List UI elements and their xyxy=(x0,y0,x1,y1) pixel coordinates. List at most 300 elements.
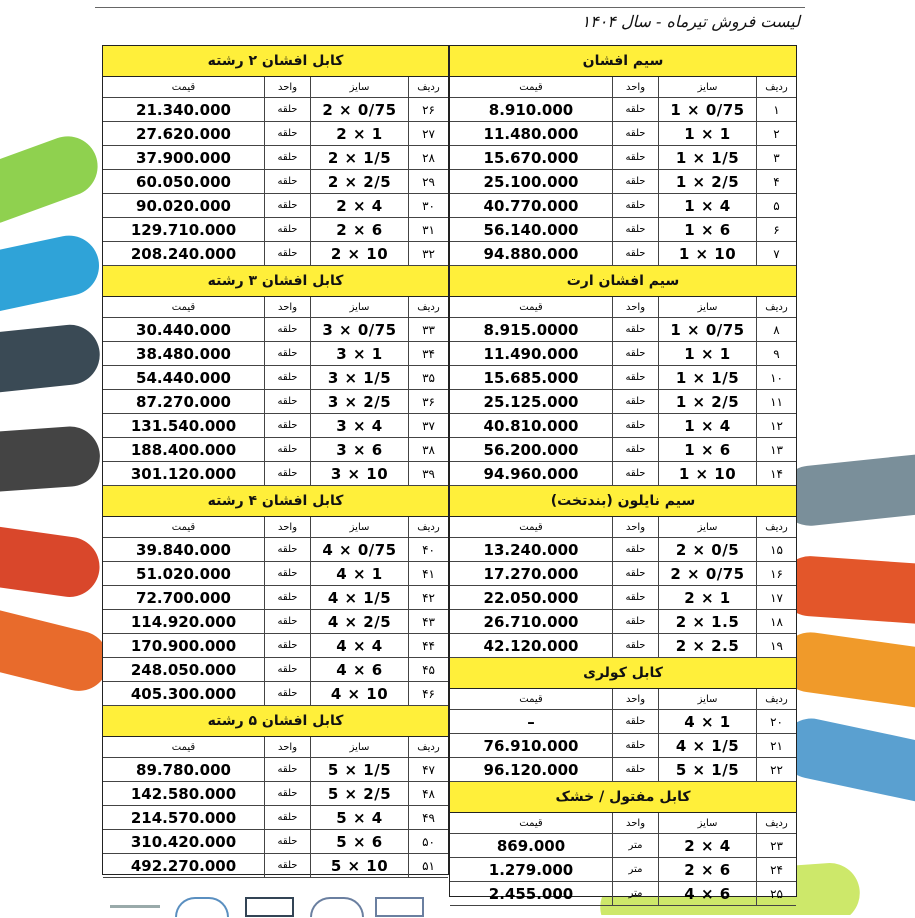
table-row xyxy=(450,170,796,194)
table-row xyxy=(450,758,796,782)
cell-price: 94.960.000 xyxy=(483,464,579,483)
table-row xyxy=(450,462,796,486)
header-unit: واحد xyxy=(264,517,310,537)
cell-size: 5 × 6 xyxy=(310,830,408,853)
cell-unit: حلقه xyxy=(264,390,310,413)
cell-unit: حلقه xyxy=(612,218,658,241)
header-size: سایز xyxy=(310,517,408,537)
column-header-row xyxy=(450,689,796,710)
table-row xyxy=(450,194,796,218)
table-row xyxy=(103,586,448,610)
cell-price: 188.400.000 xyxy=(130,440,237,459)
cell-idx: ۴۷ xyxy=(408,758,448,781)
cell-idx: ۱۷ xyxy=(756,586,796,609)
cell-price: 30.440.000 xyxy=(136,320,231,339)
cell-idx: ۴۲ xyxy=(408,586,448,609)
cell-idx: ۴۶ xyxy=(408,682,448,705)
cell-size: 4 × 10 xyxy=(310,682,408,705)
cell-unit: حلقه xyxy=(612,366,658,389)
cell-size: 4 × 6 xyxy=(310,658,408,681)
cell-size: 2 × 0/75 xyxy=(310,98,408,121)
cell-price: 38.480.000 xyxy=(136,344,231,363)
section-left-2 xyxy=(103,486,448,706)
cell-size: 4 × 1 xyxy=(658,710,756,733)
cell-unit: حلقه xyxy=(612,170,658,193)
cell-size: 1 × 2/5 xyxy=(658,170,756,193)
cell-idx: ۴۵ xyxy=(408,658,448,681)
cell-unit: حلقه xyxy=(264,610,310,633)
header-price: قیمت xyxy=(171,81,196,93)
section-title: کابل افشان ۲ رشته xyxy=(103,46,448,77)
cell-price: 27.620.000 xyxy=(136,124,231,143)
table-row xyxy=(103,342,448,366)
table-row xyxy=(103,122,448,146)
cell-price: 11.480.000 xyxy=(483,124,579,143)
cell-price: 869.000 xyxy=(496,836,566,855)
table-row xyxy=(450,366,796,390)
table-row xyxy=(450,342,796,366)
cell-unit: حلقه xyxy=(612,194,658,217)
cell-unit: حلقه xyxy=(612,122,658,145)
cell-unit: حلقه xyxy=(612,634,658,657)
cell-unit: حلقه xyxy=(264,342,310,365)
section-right-4 xyxy=(450,782,796,906)
cell-size: 4 × 0/75 xyxy=(310,538,408,561)
header-index: ردیف xyxy=(408,297,448,317)
cell-size: 3 × 4 xyxy=(310,414,408,437)
cell-unit: حلقه xyxy=(264,658,310,681)
table-row xyxy=(450,242,796,266)
table-row xyxy=(450,562,796,586)
cell-size: 3 × 10 xyxy=(310,462,408,485)
cell-price: 208.240.000 xyxy=(130,244,237,263)
cell-idx: ۲۹ xyxy=(408,170,448,193)
table-row xyxy=(450,318,796,342)
cell-price: 37.900.000 xyxy=(136,148,231,167)
cell-idx: ۱۸ xyxy=(756,610,796,633)
header-index: ردیف xyxy=(756,689,796,709)
header-price: قیمت xyxy=(519,817,543,829)
cell-idx: ۲۶ xyxy=(408,98,448,121)
header-index: ردیف xyxy=(756,813,796,833)
cell-idx: ۱۲ xyxy=(756,414,796,437)
header-price: قیمت xyxy=(519,81,543,93)
cell-size: 4 × 4 xyxy=(310,634,408,657)
cell-unit: حلقه xyxy=(264,830,310,853)
cell-price: 301.120.000 xyxy=(130,464,237,483)
cell-idx: ۴ xyxy=(756,170,796,193)
cell-size: 1 × 10 xyxy=(658,462,756,485)
cell-size: 4 × 6 xyxy=(658,882,756,905)
cell-idx: ۴۳ xyxy=(408,610,448,633)
table-row xyxy=(450,734,796,758)
cell-idx: ۳۸ xyxy=(408,438,448,461)
cell-idx: ۴۱ xyxy=(408,562,448,585)
cell-size: 1 × 1/5 xyxy=(658,146,756,169)
cell-idx: ۵۰ xyxy=(408,830,448,853)
table-row xyxy=(450,98,796,122)
cell-unit: متر xyxy=(612,834,658,857)
cell-size: 2 × 4 xyxy=(658,834,756,857)
table-row xyxy=(103,658,448,682)
table-row xyxy=(103,782,448,806)
left-price-column xyxy=(102,45,449,875)
cell-idx: ۲۰ xyxy=(756,710,796,733)
header-size: سایز xyxy=(310,297,408,317)
table-row xyxy=(103,194,448,218)
cell-size: 4 × 1 xyxy=(310,562,408,585)
cell-size: 1 × 2/5 xyxy=(658,390,756,413)
cell-size: 1 × 4 xyxy=(658,194,756,217)
cell-size: 2 × 0/5 xyxy=(658,538,756,561)
cell-unit: حلقه xyxy=(612,318,658,341)
cell-idx: ۱ xyxy=(756,98,796,121)
table-row xyxy=(103,854,448,878)
cell-size: 2 × 10 xyxy=(310,242,408,265)
cell-unit: حلقه xyxy=(264,854,310,877)
cell-price: 15.670.000 xyxy=(483,148,579,167)
cell-size: 3 × 1 xyxy=(310,342,408,365)
cell-unit: حلقه xyxy=(612,390,658,413)
cell-idx: ۳۹ xyxy=(408,462,448,485)
cell-price: 54.440.000 xyxy=(136,368,231,387)
table-row xyxy=(450,610,796,634)
table-row xyxy=(450,710,796,734)
cell-price: 15.685.000 xyxy=(483,368,579,387)
cell-unit: حلقه xyxy=(264,98,310,121)
cell-idx: ۳۴ xyxy=(408,342,448,365)
cell-size: 1 × 1/5 xyxy=(658,366,756,389)
cell-idx: ۱۶ xyxy=(756,562,796,585)
top-rule xyxy=(95,7,805,8)
cell-idx: ۵ xyxy=(756,194,796,217)
cell-idx: ۳۷ xyxy=(408,414,448,437)
cell-idx: ۱۳ xyxy=(756,438,796,461)
cell-size: 5 × 10 xyxy=(310,854,408,877)
table-row xyxy=(450,834,796,858)
header-index: ردیف xyxy=(756,517,796,537)
cell-unit: حلقه xyxy=(264,414,310,437)
cell-unit: حلقه xyxy=(264,170,310,193)
cell-price: 8.915.0000 xyxy=(483,320,579,339)
section-left-1 xyxy=(103,266,448,486)
table-row xyxy=(450,586,796,610)
header-unit: واحد xyxy=(612,297,658,317)
cell-price: 39.840.000 xyxy=(136,540,231,559)
cell-idx: ۲۴ xyxy=(756,858,796,881)
section-title: سیم نایلون (بندتخت) xyxy=(450,486,796,517)
cell-idx: ۲۵ xyxy=(756,882,796,905)
cell-size: 2 × 1.5 xyxy=(658,610,756,633)
cell-size: 4 × 1/5 xyxy=(310,586,408,609)
cell-price: 22.050.000 xyxy=(483,588,579,607)
cell-price: 21.340.000 xyxy=(136,100,231,119)
table-row xyxy=(103,538,448,562)
cell-unit: حلقه xyxy=(264,586,310,609)
table-row xyxy=(450,218,796,242)
cell-unit: حلقه xyxy=(264,462,310,485)
cell-price: 142.580.000 xyxy=(130,784,237,803)
cell-idx: ۴۹ xyxy=(408,806,448,829)
cell-unit: حلقه xyxy=(264,146,310,169)
cell-idx: ۲۸ xyxy=(408,146,448,169)
table-row xyxy=(103,318,448,342)
cell-price: 17.270.000 xyxy=(483,564,579,583)
cell-idx: ۲۷ xyxy=(408,122,448,145)
cell-idx: ۲۲ xyxy=(756,758,796,781)
cell-idx: ۳۲ xyxy=(408,242,448,265)
cell-unit: حلقه xyxy=(264,634,310,657)
cell-idx: ۱۰ xyxy=(756,366,796,389)
cell-size: 2 × 1/5 xyxy=(310,146,408,169)
table-row xyxy=(450,438,796,462)
cell-size: 3 × 6 xyxy=(310,438,408,461)
cell-price: 25.100.000 xyxy=(483,172,579,191)
cell-idx: ۴۸ xyxy=(408,782,448,805)
table-row xyxy=(450,858,796,882)
section-title: سیم افشان ارت xyxy=(450,266,796,297)
cell-size: 2 × 1 xyxy=(310,122,408,145)
cell-unit: حلقه xyxy=(612,242,658,265)
section-right-0 xyxy=(450,46,796,266)
table-row xyxy=(103,758,448,782)
cell-idx: ۲ xyxy=(756,122,796,145)
cell-size: 5 × 4 xyxy=(310,806,408,829)
cell-unit: حلقه xyxy=(612,734,658,757)
cell-price: 40.770.000 xyxy=(483,196,579,215)
cell-price: 248.050.000 xyxy=(130,660,237,679)
cell-idx: ۶ xyxy=(756,218,796,241)
cell-idx: ۷ xyxy=(756,242,796,265)
header-price: قیمت xyxy=(519,301,543,313)
header-size: سایز xyxy=(658,813,756,833)
cell-unit: حلقه xyxy=(264,366,310,389)
table-row xyxy=(103,610,448,634)
header-price: قیمت xyxy=(171,741,196,753)
cell-unit: حلقه xyxy=(612,710,658,733)
section-title: کابل افشان ۳ رشته xyxy=(103,266,448,297)
header-price: قیمت xyxy=(171,301,196,313)
column-header-row xyxy=(450,813,796,834)
cell-idx: ۲۳ xyxy=(756,834,796,857)
cell-size: 1 × 1 xyxy=(658,342,756,365)
header-size: سایز xyxy=(658,689,756,709)
cell-price: 87.270.000 xyxy=(136,392,231,411)
cell-unit: حلقه xyxy=(264,122,310,145)
header-price: قیمت xyxy=(519,693,543,705)
header-unit: واحد xyxy=(264,77,310,97)
right-price-column xyxy=(449,45,797,903)
cell-idx: ۵۱ xyxy=(408,854,448,877)
cell-unit: حلقه xyxy=(264,242,310,265)
cell-price: 60.050.000 xyxy=(136,172,231,191)
cell-unit: حلقه xyxy=(264,758,310,781)
header-price: قیمت xyxy=(171,521,196,533)
header-index: ردیف xyxy=(408,737,448,757)
cell-unit: متر xyxy=(612,882,658,905)
cell-size: 5 × 2/5 xyxy=(310,782,408,805)
cell-unit: حلقه xyxy=(264,318,310,341)
cell-size: 1 × 0/75 xyxy=(658,318,756,341)
cell-price: 170.900.000 xyxy=(130,636,237,655)
cell-size: 1 × 6 xyxy=(658,438,756,461)
header-unit: واحد xyxy=(264,737,310,757)
header-unit: واحد xyxy=(612,689,658,709)
table-row xyxy=(103,682,448,706)
cell-price: 2.455.000 xyxy=(488,884,574,903)
cell-size: 2 × 2.5 xyxy=(658,634,756,657)
column-header-row xyxy=(103,77,448,98)
cell-unit: حلقه xyxy=(612,562,658,585)
cell-size: 1 × 4 xyxy=(658,414,756,437)
cell-size: 3 × 1/5 xyxy=(310,366,408,389)
column-header-row xyxy=(450,517,796,538)
table-row xyxy=(103,390,448,414)
cell-unit: حلقه xyxy=(612,462,658,485)
cell-price: 11.490.000 xyxy=(483,344,579,363)
cell-price: 492.270.000 xyxy=(130,856,237,875)
cell-size: 2 × 6 xyxy=(658,858,756,881)
cell-unit: حلقه xyxy=(612,98,658,121)
cell-price: 214.570.000 xyxy=(130,808,237,827)
section-title: کابل کولری xyxy=(450,658,796,689)
cell-idx: ۳۶ xyxy=(408,390,448,413)
cell-price: 56.200.000 xyxy=(483,440,579,459)
table-row xyxy=(103,218,448,242)
table-row xyxy=(103,414,448,438)
cell-idx: ۱۹ xyxy=(756,634,796,657)
cell-idx: ۳۳ xyxy=(408,318,448,341)
cell-size: 2 × 1 xyxy=(658,586,756,609)
cell-idx: ۳۱ xyxy=(408,218,448,241)
table-row xyxy=(450,882,796,906)
header-unit: واحد xyxy=(612,77,658,97)
header-unit: واحد xyxy=(612,517,658,537)
section-left-3 xyxy=(103,706,448,878)
cell-unit: حلقه xyxy=(264,438,310,461)
table-row xyxy=(103,170,448,194)
cell-size: 5 × 1/5 xyxy=(658,758,756,781)
cell-price: 129.710.000 xyxy=(130,220,237,239)
cell-idx: ۱۴ xyxy=(756,462,796,485)
cell-price: 51.020.000 xyxy=(136,564,231,583)
cell-price: 26.710.000 xyxy=(483,612,579,631)
table-row xyxy=(103,462,448,486)
cell-unit: حلقه xyxy=(264,218,310,241)
cell-price: 405.300.000 xyxy=(130,684,237,703)
cell-price: 42.120.000 xyxy=(483,636,579,655)
cell-unit: حلقه xyxy=(612,438,658,461)
cell-idx: ۲۱ xyxy=(756,734,796,757)
cell-size: 3 × 0/75 xyxy=(310,318,408,341)
cell-price: 25.125.000 xyxy=(483,392,579,411)
cell-unit: حلقه xyxy=(612,586,658,609)
column-header-row xyxy=(450,297,796,318)
cell-unit: حلقه xyxy=(264,538,310,561)
section-title: کابل افشان ۵ رشته xyxy=(103,706,448,737)
table-row xyxy=(103,806,448,830)
cell-size: 2 × 0/75 xyxy=(658,562,756,585)
cell-price: 94.880.000 xyxy=(483,244,579,263)
section-left-0 xyxy=(103,46,448,266)
header-index: ردیف xyxy=(756,77,796,97)
table-row xyxy=(450,538,796,562)
cell-price: 13.240.000 xyxy=(483,540,579,559)
table-row xyxy=(103,634,448,658)
cell-idx: ۳۵ xyxy=(408,366,448,389)
cell-size: 1 × 6 xyxy=(658,218,756,241)
cell-idx: ۴۰ xyxy=(408,538,448,561)
header-index: ردیف xyxy=(756,297,796,317)
table-row xyxy=(450,146,796,170)
cell-unit: حلقه xyxy=(264,194,310,217)
header-size: سایز xyxy=(310,77,408,97)
cell-size: 3 × 2/5 xyxy=(310,390,408,413)
cell-price: 90.020.000 xyxy=(136,196,231,215)
cell-unit: حلقه xyxy=(612,146,658,169)
cell-idx: ۳ xyxy=(756,146,796,169)
table-row xyxy=(450,414,796,438)
cell-unit: متر xyxy=(612,858,658,881)
cell-price: 56.140.000 xyxy=(483,220,579,239)
table-row xyxy=(450,390,796,414)
cell-size: 5 × 1/5 xyxy=(310,758,408,781)
cell-price: 1.279.000 xyxy=(488,860,574,879)
cell-size: 1 × 10 xyxy=(658,242,756,265)
cell-price: 72.700.000 xyxy=(136,588,231,607)
column-header-row xyxy=(450,77,796,98)
header-index: ردیف xyxy=(408,517,448,537)
cell-unit: حلقه xyxy=(264,682,310,705)
table-row xyxy=(103,98,448,122)
cell-unit: حلقه xyxy=(264,806,310,829)
cell-unit: حلقه xyxy=(612,342,658,365)
cell-unit: حلقه xyxy=(612,610,658,633)
cell-size: 2 × 6 xyxy=(310,218,408,241)
cell-idx: ۳۰ xyxy=(408,194,448,217)
cell-price: 40.810.000 xyxy=(483,416,579,435)
cell-price: 8.910.000 xyxy=(488,100,574,119)
header-size: سایز xyxy=(310,737,408,757)
column-header-row xyxy=(103,737,448,758)
header-index: ردیف xyxy=(408,77,448,97)
table-row xyxy=(103,242,448,266)
cell-unit: حلقه xyxy=(264,562,310,585)
cell-size: 2 × 4 xyxy=(310,194,408,217)
cell-idx: ۸ xyxy=(756,318,796,341)
cell-price: 131.540.000 xyxy=(130,416,237,435)
section-right-3 xyxy=(450,658,796,782)
cell-unit: حلقه xyxy=(264,782,310,805)
section-right-2 xyxy=(450,486,796,658)
cell-size: 4 × 1/5 xyxy=(658,734,756,757)
header-size: سایز xyxy=(658,77,756,97)
page-title: لیست فروش تیرماه - سال ۱۴۰۴ xyxy=(581,12,800,31)
cell-size: 4 × 2/5 xyxy=(310,610,408,633)
table-row xyxy=(103,146,448,170)
cell-price: 89.780.000 xyxy=(136,760,231,779)
cell-price: 76.910.000 xyxy=(483,736,579,755)
cell-unit: حلقه xyxy=(612,758,658,781)
cell-unit: حلقه xyxy=(612,538,658,561)
section-title: سیم افشان xyxy=(450,46,796,77)
section-title: کابل مفتول / خشک xyxy=(450,782,796,813)
cell-idx: ۴۴ xyxy=(408,634,448,657)
header-unit: واحد xyxy=(264,297,310,317)
column-header-row xyxy=(103,297,448,318)
table-row xyxy=(103,830,448,854)
cell-idx: ۱۵ xyxy=(756,538,796,561)
